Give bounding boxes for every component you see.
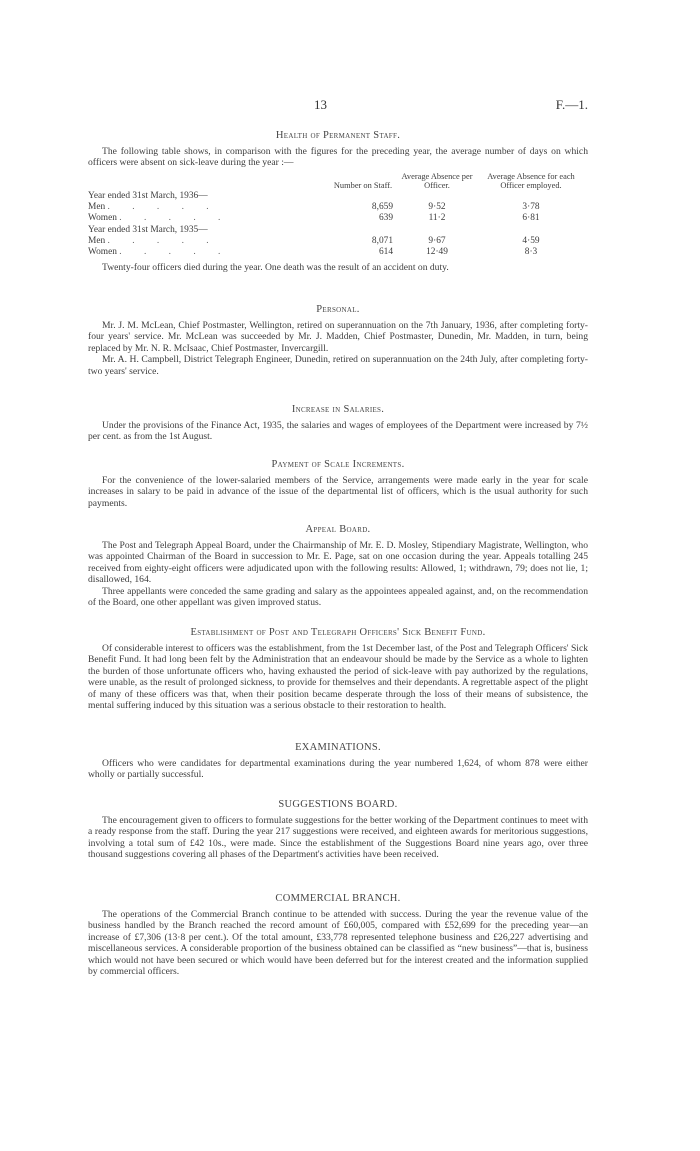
paragraph: Under the provisions of the Finance Act, 1935, the salaries and wages of employees of the Department were increased by 7½ per cent. as from the 1st August. bbox=[88, 420, 588, 443]
leader-dots: . . . . . bbox=[119, 213, 231, 224]
table-header-row bbox=[88, 172, 581, 191]
avg-each-employed: 4·59 bbox=[522, 235, 540, 246]
section-heading: SUGGESTIONS BOARD. bbox=[278, 799, 398, 810]
table-group-row bbox=[88, 225, 581, 236]
section-commercial-branch bbox=[88, 893, 588, 977]
column-header: Average Absence per Officer. bbox=[401, 171, 473, 191]
staff-count: 8,659 bbox=[371, 202, 393, 213]
avg-each-employed: 3·78 bbox=[522, 202, 540, 213]
section-examinations bbox=[88, 742, 588, 781]
paragraph: For the convenience of the lower-salaried members of the Service, arrangements were made early in the year for scale increases in salary to be paid in advance of the issue of the departmental list of officers, which is the usual authority for such payments. bbox=[88, 475, 588, 509]
paragraph: Twenty-four officers died during the year. One death was the result of an accident on duty. bbox=[102, 262, 449, 274]
page-number: 13 bbox=[314, 97, 327, 112]
staff-count: 8,071 bbox=[371, 235, 393, 246]
avg-per-officer: 12·49 bbox=[426, 247, 448, 258]
paragraph: Officers who were candidates for departmental examinations during the year numbered 1,624, of whom 878 were either wholly or partially successful. bbox=[88, 758, 588, 781]
section-heading: Personal. bbox=[316, 304, 360, 315]
table-row bbox=[88, 236, 581, 247]
row-label: Women bbox=[88, 213, 117, 224]
section-heading: Appeal Board. bbox=[305, 524, 371, 535]
table-row bbox=[88, 202, 581, 213]
group-label: Year ended 31st March, 1936— bbox=[88, 191, 208, 201]
table-row bbox=[88, 213, 581, 224]
avg-per-officer: 11·2 bbox=[428, 213, 446, 224]
avg-each-employed: 8·3 bbox=[524, 247, 538, 258]
table-row bbox=[88, 247, 581, 258]
paragraph: The Post and Telegraph Appeal Board, under the Chairmanship of Mr. E. D. Mosley, Stipendiary Magistrate, Wellington, who was appointed Chairman of the Board in succession to Mr. E. Page, sat on one occasion during the year. Appeals totalling 245 received from eighty-eight officers were adjudicated upon with the following results: Allowed, 1; withdrawn, 79; does not lie, 1; disallowed, 164. bbox=[88, 540, 588, 586]
avg-per-officer: 9·67 bbox=[428, 235, 446, 246]
paragraph: The following table shows, in comparison with the figures for the preceding year, the average number of days on which officers were absent on sick-leave during the year :— bbox=[88, 146, 588, 169]
staff-count: 614 bbox=[378, 247, 393, 258]
section-heading: Increase in Salaries. bbox=[291, 404, 385, 415]
leader-dots: . . . . . bbox=[107, 235, 219, 246]
sick-leave-table bbox=[88, 172, 581, 258]
paragraph: Of considerable interest to officers was the establishment, from the 1st December last, of the Post and Telegraph Officers' Sick Benefit Fund. It had long been felt by the Administration that an endeavour should be made by the Service as a whole to lighten the burden of those unfortunate officers who, having exhausted the period of sick-leave with pay authorized by the regulations, were unable, as the result of prolonged sickness, to provide for themselves and their dependants. A regrettable aspect of the plight of many of these officers was that, when their position became desperate through the loss of their means of subsistence, the mental suffering induced by this situation was a serious obstacle to their restoration to health. bbox=[88, 643, 588, 712]
section-personal bbox=[88, 304, 588, 377]
table-group-row bbox=[88, 191, 581, 202]
paragraph: Three appellants were conceded the same grading and salary as the appointees appealed against, and, on the recommendation of the Board, one other appellant was given improved status. bbox=[88, 585, 588, 609]
leader-dots: . . . . . bbox=[119, 247, 231, 258]
section-health bbox=[88, 130, 588, 274]
section-heading: Payment of Scale Increments. bbox=[271, 459, 405, 470]
paragraph: Mr. J. M. McLean, Chief Postmaster, Wellington, retired on superannuation on the 7th January, 1936, after completing forty-four years' service. Mr. McLean was succeeded by Mr. J. Madden, Chief Postmaster, Dunedin, Mr. Madden, in turn, being replaced by Mr. N. R. McIsaac, Chief Postmaster, Invercargill. bbox=[88, 320, 588, 354]
paragraph: The operations of the Commercial Branch continue to be attended with success. During the year the revenue value of the business handled by the Branch reached the record amount of £60,005, compared with £52,699 for the preceding year—an increase of £7,306 (13·8 per cent.). Of the total amount, £33,778 represented telephone business and £26,227 advertising and miscellaneous services. A considerable proportion of the business obtained can be classified as “new business”—that is, business which would not have been secured or which would have been deferred but for the interest created and the information supplied by commercial officers. bbox=[88, 909, 588, 978]
group-label: Year ended 31st March, 1935— bbox=[88, 224, 208, 235]
section-heading: EXAMINATIONS. bbox=[295, 742, 381, 753]
section-heading: Establishment of Post and Telegraph Officers' Sick Benefit Fund. bbox=[190, 627, 486, 638]
section-salaries bbox=[88, 404, 588, 443]
page-header bbox=[88, 97, 588, 113]
paragraph: The encouragement given to officers to formulate suggestions for the better working of the Department continues to meet with a ready response from the staff. During the year 217 suggestions were received, and eighteen awards for meritorious suggestions, involving a total sum of £42 10s., were made. Since the establishment of the Suggestions Board nine years ago, over three thousand suggestions covering all phases of the Department's activities have been received. bbox=[88, 815, 588, 861]
section-appeal-board bbox=[88, 524, 588, 608]
paragraph: Mr. A. H. Campbell, District Telegraph Engineer, Dunedin, retired on superannuation on the 24th July, after completing forty-two years' service. bbox=[88, 354, 588, 377]
column-header: Average Absence for each Officer employed. bbox=[487, 171, 575, 191]
leader-dots: . . . . . bbox=[107, 202, 219, 213]
section-heading: COMMERCIAL BRANCH. bbox=[275, 893, 401, 904]
document-reference: F.—1. bbox=[555, 97, 588, 112]
avg-per-officer: 9·52 bbox=[428, 202, 446, 213]
section-suggestions-board bbox=[88, 799, 588, 861]
avg-each-employed: 6·81 bbox=[522, 213, 540, 224]
row-label: Men bbox=[88, 202, 106, 213]
section-scale-increments bbox=[88, 459, 588, 509]
section-sick-benefit-fund bbox=[88, 627, 588, 711]
section-heading: Health of Permanent Staff. bbox=[275, 130, 401, 141]
column-header: Number on Staff. bbox=[333, 181, 393, 191]
staff-count: 639 bbox=[378, 213, 393, 224]
row-label: Women bbox=[88, 247, 117, 258]
row-label: Men bbox=[88, 235, 106, 246]
